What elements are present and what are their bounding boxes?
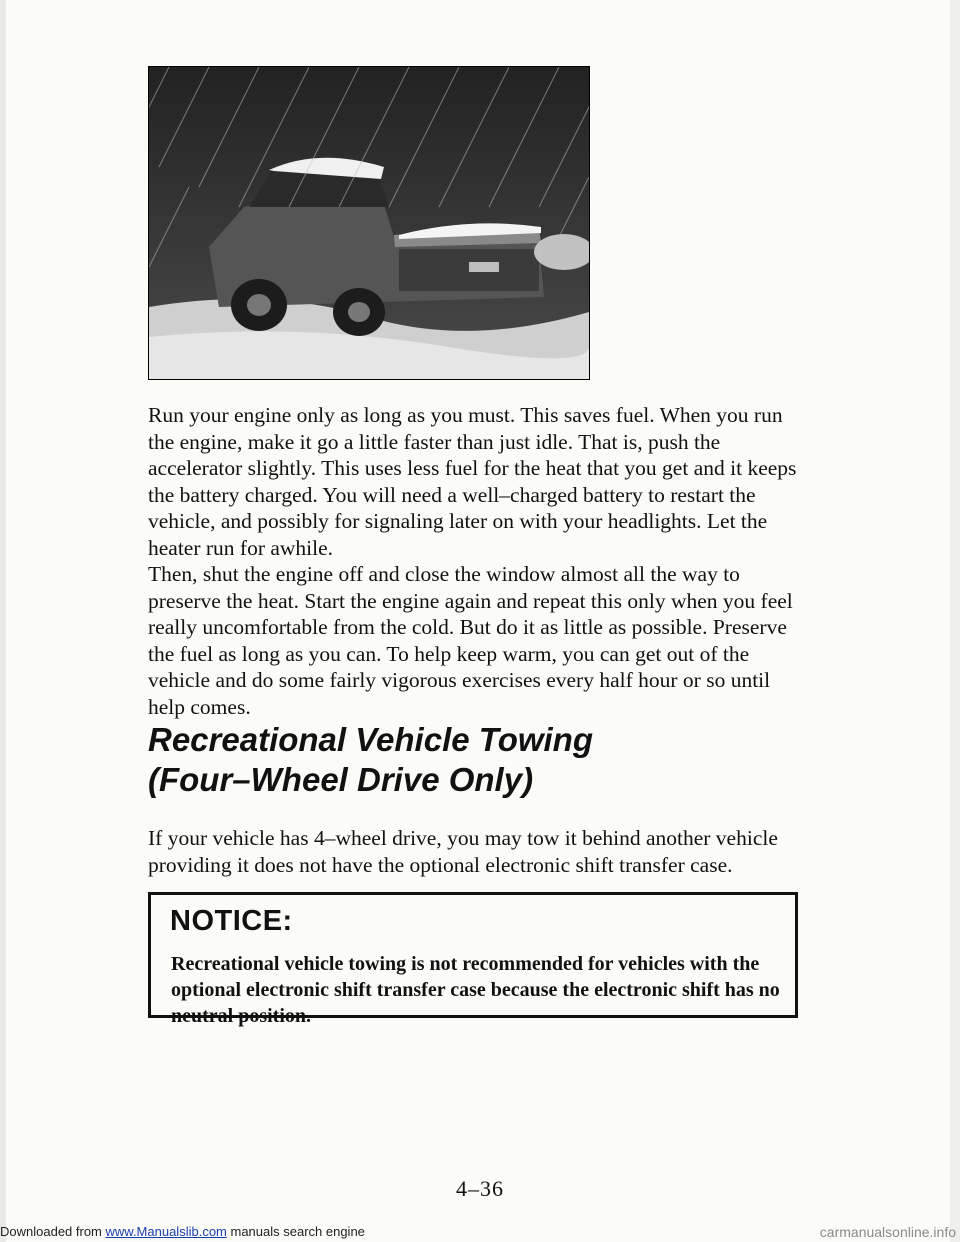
paragraph-towing: If your vehicle has 4–wheel drive, you may tow it behind another vehicle providing it does not have the optional electronic shift transfer case. [148, 826, 778, 877]
pickup-truck-in-snowstorm-icon [149, 67, 589, 379]
watermark: carmanualsonline.info [819, 1224, 956, 1240]
page-number: 4–36 [456, 1176, 504, 1201]
footer-prefix: Downloaded from [0, 1224, 106, 1239]
paragraph-engine-running: Run your engine only as long as you must. This saves fuel. When you run the engine, make it go a little faster than just idle. That is, push the accelerator slightly. This uses less fuel for the heat that you get and it keeps the battery charged. You will need a well–charged battery to restart the vehicle, and possibly for signaling later on with your headlights. Let the heater run for awhile. [148, 403, 797, 560]
page-edge-right [950, 0, 960, 1242]
section-heading-line-1: Recreational Vehicle Towing [148, 721, 594, 758]
manualslib-link[interactable]: www.Manualslib.com [105, 1224, 227, 1239]
notice-body: Recreational vehicle towing is not recommended for vehicles with the optional electronic shift transfer case because the electronic shift has no neutral position. [171, 953, 780, 1027]
footer-source [0, 1224, 365, 1239]
section-heading-line-2: (Four–Wheel Drive Only) [148, 761, 534, 798]
paragraph-preserve-heat: Then, shut the engine off and close the window almost all the way to preserve the heat. Start the engine again and repeat this only when you feel really uncomfortable from the cold. But do it as little as possible. Preserve the fuel as long as you can. To help keep warm, you can get out of the vehicle and do some fairly vigorous exercises every half hour or so until help comes. [148, 562, 793, 719]
section-heading [148, 720, 788, 800]
page-edge-left [0, 0, 6, 1242]
notice-title: NOTICE: [170, 905, 293, 937]
notice-box [148, 892, 798, 1027]
truck-in-snow-illustration [148, 66, 590, 380]
footer-suffix: manuals search engine [226, 1224, 365, 1239]
footer [0, 1222, 960, 1242]
